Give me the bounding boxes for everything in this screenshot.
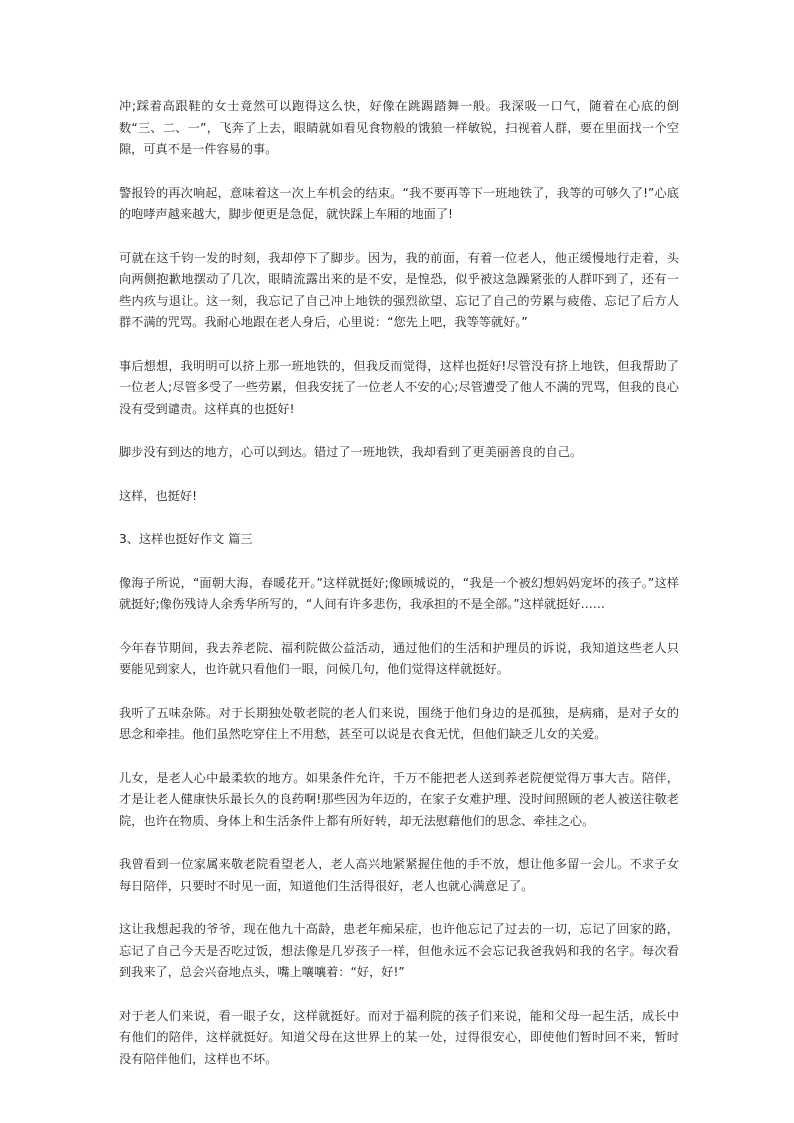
- section-heading: 3、这样也挺好作文 篇三: [119, 532, 253, 546]
- paragraph-4: 事后想想，我明明可以挤上那一班地铁的，但我反而觉得，这样也挺好!尽管没有挤上地铁，但我帮助了一位老人;尽管多受了一些劳累，但我安抚了一位老人不安的心;尽管遭受了他人不满的咒骂，但我的良心没有受到谴责。这样真的也挺好!: [119, 358, 679, 416]
- paragraph-10: 儿女，是老人心中最柔软的地方。如果条件允许，千万不能把老人送到养老院便觉得万事大吉。陪伴，才是让老人健康快乐最长久的良药啊!那些因为年迈的，在家子女难护理、没时间照顾的老人被送往敬老院，也许在物质、身体上和生活条件上都有所好转，却无法慰藉他们的思念、牵挂之心。: [119, 770, 679, 828]
- paragraph-9: 我听了五味杂陈。对于长期独处敬老院的老人们来说，围绕于他们身边的是孤独，是病痛，是对子女的思念和牵挂。他们虽然吃穿住上不用愁，甚至可以说是衣食无忧，但他们缺乏儿女的关爱。: [119, 705, 679, 741]
- paragraph-13: 对于老人们来说，看一眼子女，这样就挺好。而对于福利院的孩子们来说，能和父母一起生活，成长中有他们的陪伴，这样就挺好。知道父母在这世界上的某一处，过得很安心，即使他们暂时回不来，暂时没有陪伴他们，这样也不坏。: [119, 1008, 679, 1066]
- paragraph-2: 警报铃的再次响起，意味着这一次上车机会的结束。“我不要再等下一班地铁了，我等的可够久了!”心底的咆哮声越来越大，脚步便更是急促，就快踩上车厢的地面了!: [119, 185, 679, 221]
- document-page: [119, 96, 679, 1092]
- paragraph-11: 我曾看到一位家属来敬老院看望老人，老人高兴地紧紧握住他的手不放，想让他多留一会儿。不求子女每日陪伴，只要时不时见一面，知道他们生活得很好，老人也就心满意足了。: [119, 857, 679, 893]
- paragraph-5: 脚步没有到达的地方，心可以到达。错过了一班地铁，我却看到了更美丽善良的自己。: [119, 445, 583, 459]
- paragraph-12: 这让我想起我的爷爷，现在他九十高龄，患老年痴呆症，也许他忘记了过去的一切，忘记了回家的路，忘记了自己今天是否吃过饭，想法像是几岁孩子一样，但他永远不会忘记我爸我妈和我的名字。每次看到我来了，总会兴奋地点头，嘴上嚷嚷着：“好，好!”: [119, 922, 679, 979]
- paragraph-1: 冲;踩着高跟鞋的女士竟然可以跑得这么快，好像在跳踢踏舞一般。我深吸一口气，随着在心底的倒数“三、二、一”，飞奔了上去，眼睛就如看见食物般的饿狼一样敏锐，扫视着人群，要在里面找一个空隙，可真不是一件容易的事。: [119, 99, 679, 156]
- paragraph-8: 今年春节期间，我去养老院、福利院做公益活动，通过他们的生活和护理员的诉说，我知道这些老人只要能见到家人，也许就只看他们一眼，问候几句，他们觉得这样就挺好。: [119, 640, 679, 676]
- paragraph-7: 像海子所说，“面朝大海，春暖花开。”这样就挺好;像顾城说的，“我是一个被幻想妈妈宠坏的孩子。”这样就挺好;像伤残诗人余秀华所写的，“人间有许多悲伤，我承担的不是全部。”这样就挺好……: [119, 575, 679, 611]
- paragraph-6: 这样，也挺好!: [119, 488, 198, 503]
- paragraph-3: 可就在这千钧一发的时刻，我却停下了脚步。因为，我的前面，有着一位老人，他正缓慢地行走着，头向两侧抱歉地摆动了几次，眼睛流露出来的是不安，是惶恐，似乎被这急躁紧张的人群吓到了，还有一些内疚与退让。这一刻，我忘记了自己冲上地铁的强烈欲望、忘记了自己的劳累与疲倦、忘记了后方人群不满的咒骂。我耐心地跟在老人身后，心里说：“您先上吧，我等等就好。”: [119, 250, 679, 329]
